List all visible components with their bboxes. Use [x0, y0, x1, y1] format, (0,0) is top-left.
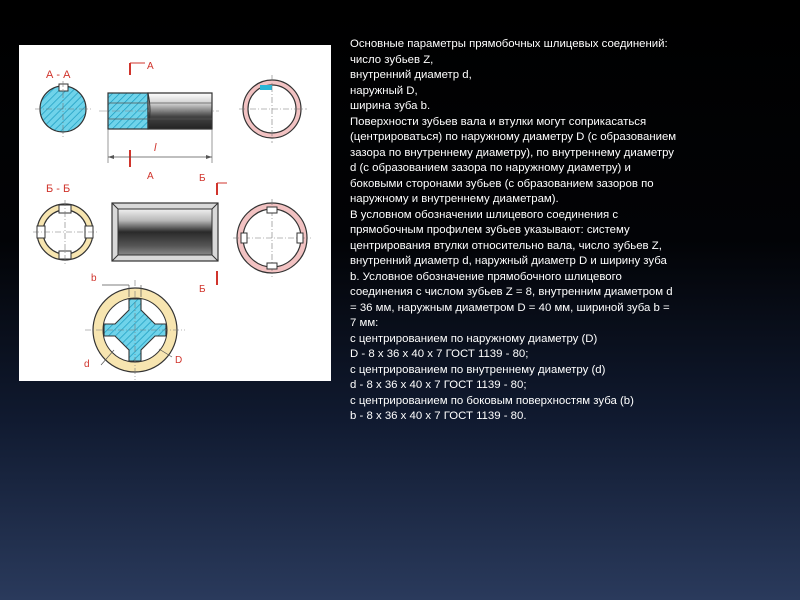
text-line: внутренний диаметр d, наружный диаметр D и ширину зуба	[350, 255, 667, 267]
section-b-bottom-marker: Б	[199, 284, 206, 295]
text-line: b. Условное обозначение прямобочного шлицевого	[350, 270, 622, 283]
text-line: зазора по внутреннему диаметру), по внутреннему диаметру	[350, 146, 674, 159]
text-line: (центрироваться) по наружному диаметру D (с образованием	[350, 131, 677, 143]
text-line: В условном обозначении шлицевого соединения с	[350, 208, 619, 221]
text-line: с центрированием по наружному диаметру (D)	[350, 332, 598, 345]
text-line: боковыми сторонами зубьев (с образованием зазоров по	[350, 177, 654, 190]
section-a-top-marker: А	[147, 61, 154, 72]
section-bb-label: Б - Б	[46, 183, 71, 195]
text-line: D - 8 x 36 x 40 x 7 ГОСТ 1139 - 80;	[350, 348, 529, 360]
description-text-block	[350, 37, 745, 425]
text-line: b - 8 x 36 x 40 x 7 ГОСТ 1139 - 80.	[350, 410, 527, 422]
outer-diameter-label: D	[175, 355, 183, 366]
text-line: соединения с числом зубьев Z = 8, внутренним диаметром d	[350, 286, 673, 298]
length-dim-label: l	[154, 142, 157, 154]
inner-diameter-label: d	[84, 359, 90, 370]
text-line: число зубьев Z,	[350, 53, 434, 66]
shaft-section-aa	[35, 81, 91, 137]
tooth-width-label: b	[91, 273, 97, 284]
bushing-ring-bb	[233, 199, 311, 277]
text-line: Основные параметры прямобочных шлицевых соединений:	[350, 38, 668, 50]
text-line: с центрированием по внутреннему диаметру (d)	[350, 363, 606, 376]
text-line: центрирования втулки относительно вала, число зубьев Z,	[350, 239, 662, 252]
text-line: = 36 мм, наружным диаметром D = 40 мм, шириной зуба b =	[350, 301, 670, 314]
shaft-side-view	[99, 93, 219, 163]
text-line: d (с образованием зазора по наружному диаметру) и	[350, 162, 631, 174]
section-aa-label: А - А	[46, 69, 71, 81]
spline-drawing-svg	[19, 45, 331, 381]
spline-drawing-figure	[19, 45, 331, 381]
section-a-bottom-marker: А	[147, 171, 154, 182]
text-line: с центрированием по боковым поверхностям зуба (b)	[350, 394, 634, 407]
text-line: 7 мм:	[350, 317, 379, 329]
bushing-section-bb	[33, 200, 97, 264]
text-line: наружному и внутреннему диаметрам).	[350, 193, 559, 205]
text-line: внутренний диаметр d,	[350, 69, 472, 81]
bushing-side-view	[112, 203, 218, 261]
text-line: Поверхности зубьев вала и втулки могут соприкасаться	[350, 115, 647, 128]
text-line: d - 8 x 36 x 40 x 7 ГОСТ 1139 - 80;	[350, 379, 527, 391]
assembled-spline-joint	[85, 280, 185, 380]
section-b-top-marker: Б	[199, 173, 206, 184]
bushing-section-aa	[239, 75, 307, 143]
text-line: прямобочным профилем зубьев указывают: систему	[350, 224, 630, 236]
text-line: ширина зуба b.	[350, 100, 431, 112]
text-line: наружный D,	[350, 84, 418, 97]
